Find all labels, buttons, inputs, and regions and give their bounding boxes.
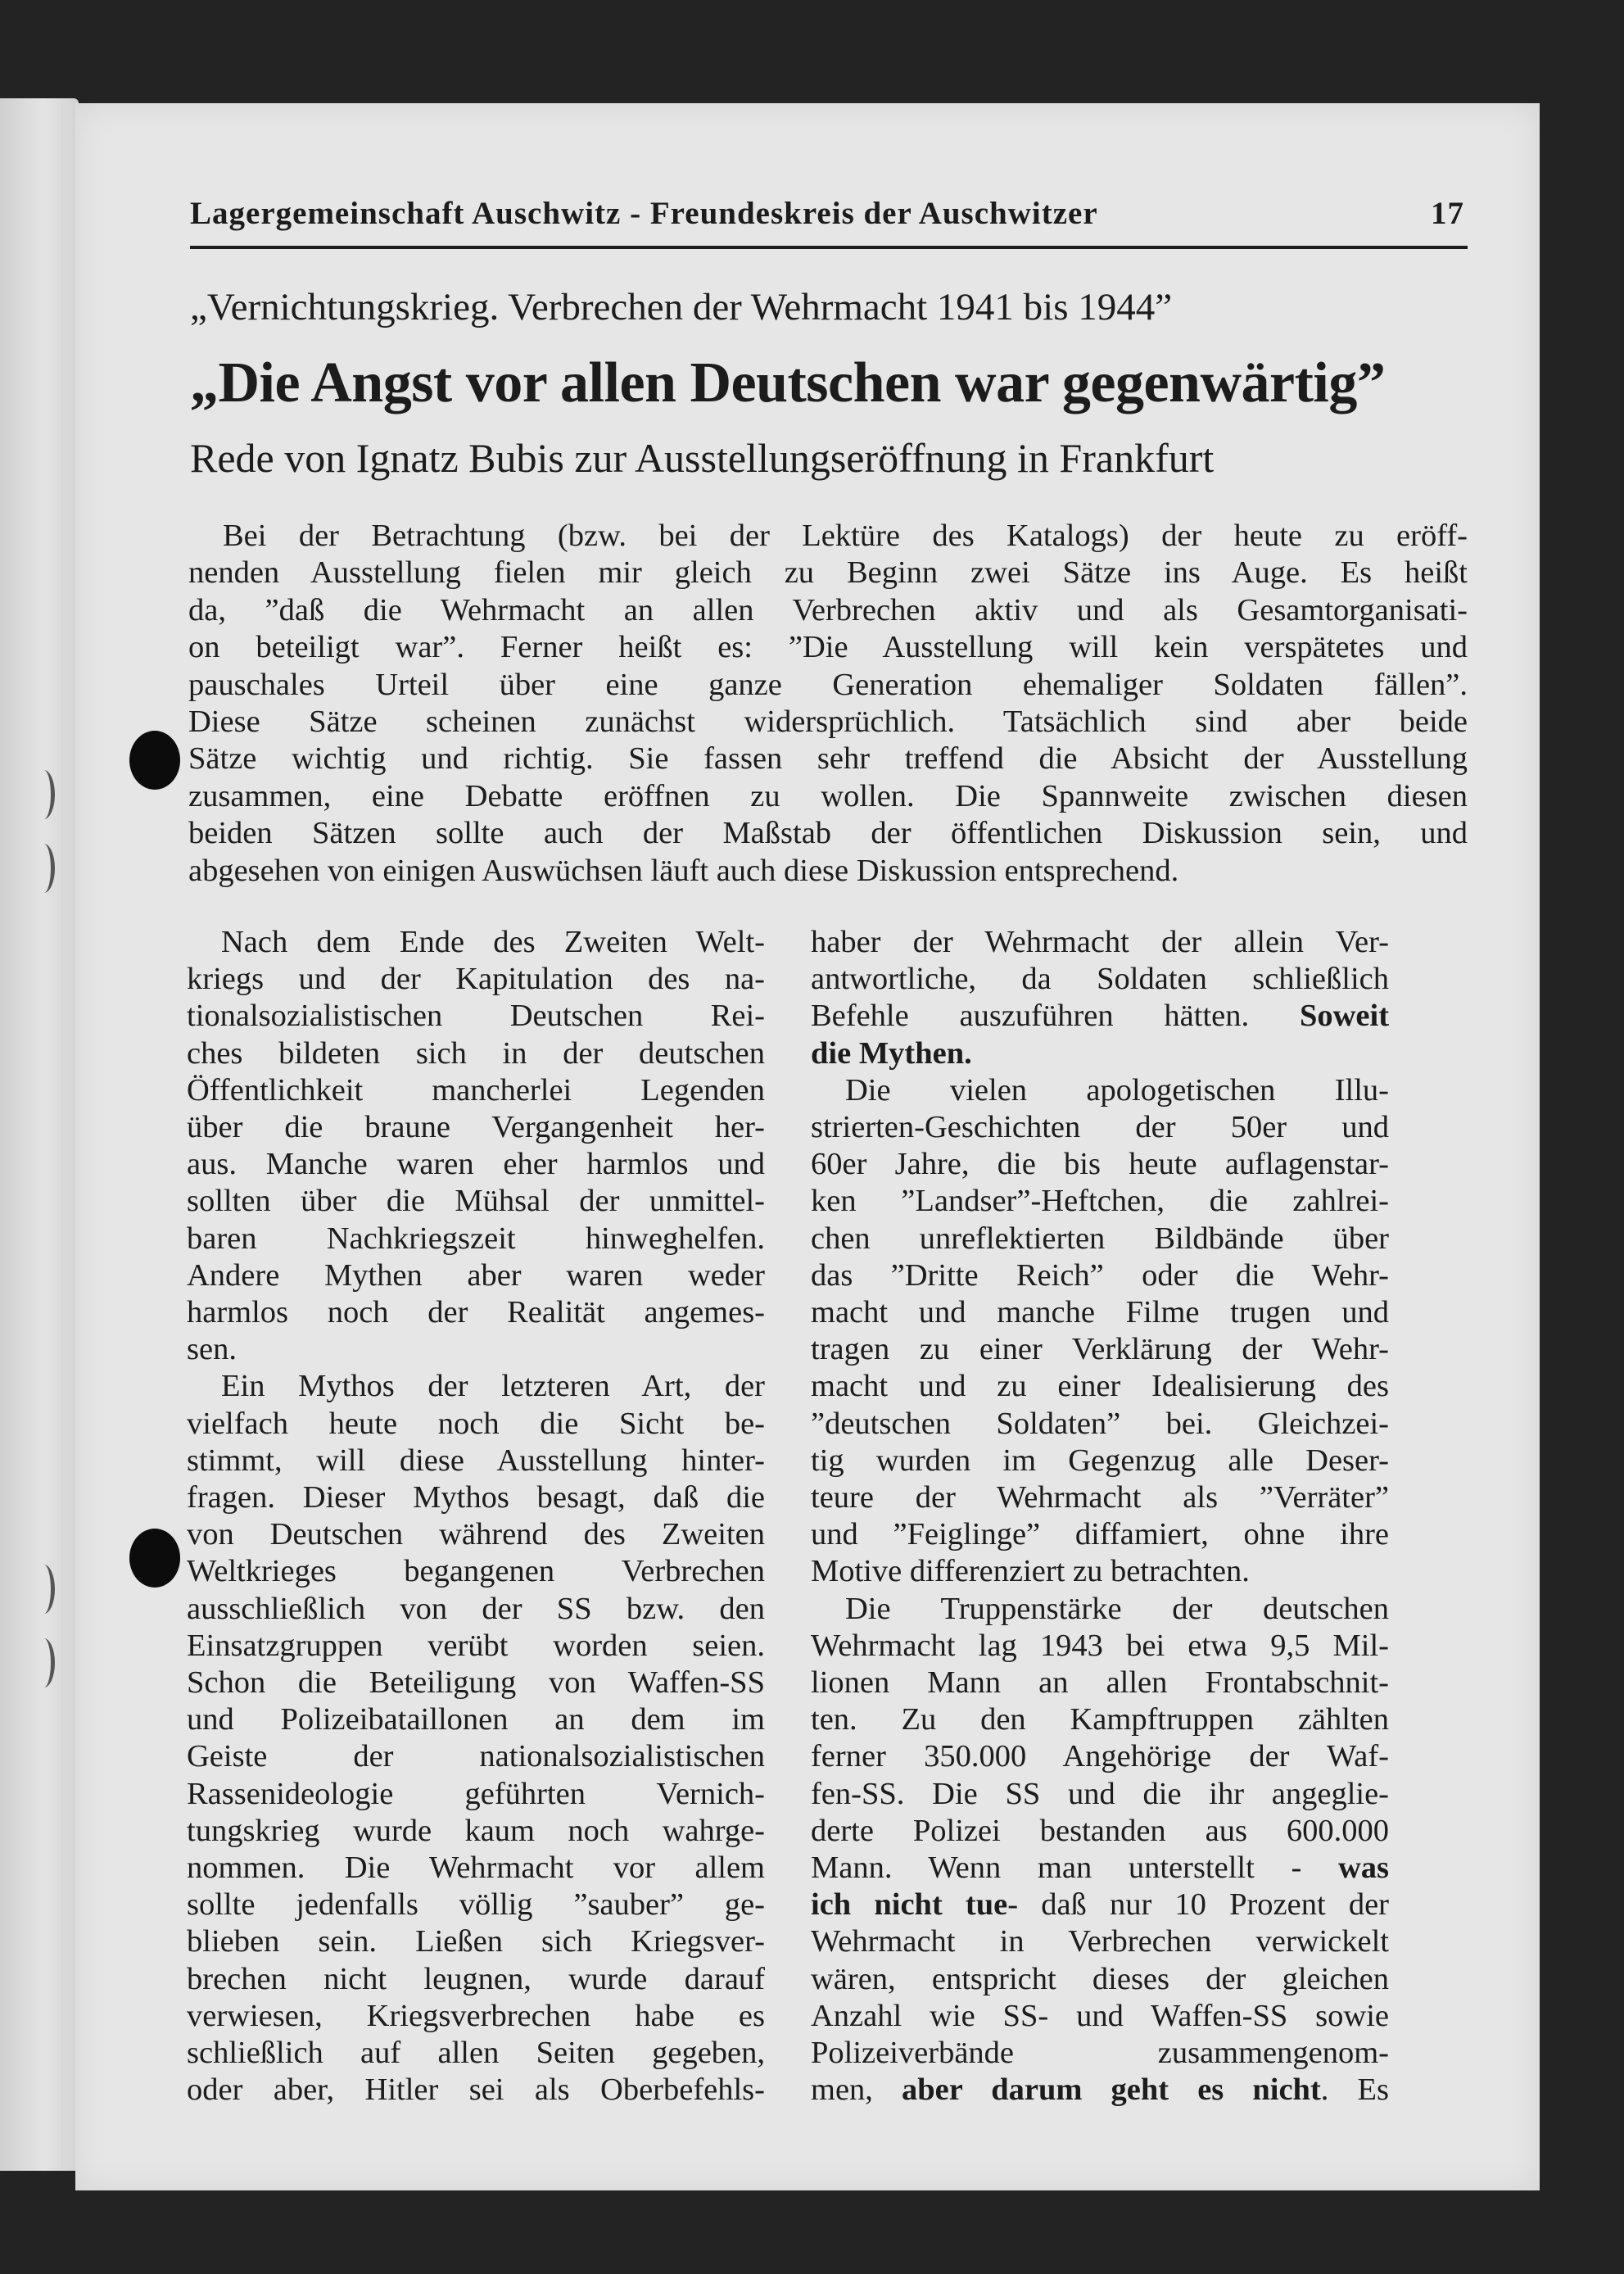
text-line: antwortliche, da Soldaten schließlich — [811, 962, 1389, 997]
text-line: derte Polizei bestanden aus 600.000 — [811, 1813, 1389, 1848]
text-line: tionalsozialistischen Deutschen Rei- — [187, 999, 765, 1034]
text-line: und Polizeibataillonen an dem im — [187, 1702, 765, 1737]
text-line: Schon die Beteiligung von Waffen-SS — [187, 1665, 765, 1701]
series-line: „Vernichtungskrieg. Verbrechen der Wehrmacht 1941 bis 1944” — [190, 286, 1173, 328]
article-title: „Die Angst vor allen Deutschen war gegenwärtig” — [190, 351, 1386, 414]
text-line: das ”Dritte Reich” oder die Wehr- — [811, 1257, 1389, 1293]
text-line: blieben sein. Ließen sich Kriegsver- — [187, 1924, 765, 1959]
text-line: harmlos noch der Realität angemes- — [187, 1295, 765, 1330]
intro-paragraph — [188, 518, 1468, 890]
text-line: Rassenideologie geführten Vernich- — [187, 1776, 765, 1811]
text-line: 60er Jahre, die bis heute auflagenstar- — [811, 1147, 1389, 1182]
text-line: on beteiligt war”. Ferner heißt es: ”Die Ausstellung will kein verspätetes und — [188, 630, 1468, 665]
text-line: Sätze wichtig und richtig. Sie fassen sehr treffend die Absicht der Ausstellung — [188, 741, 1468, 777]
text-line: baren Nachkriegszeit hinweghelfen. — [187, 1221, 765, 1256]
text-line: Einsatzgruppen verübt worden seien. — [187, 1628, 765, 1663]
text-line: Motive differenziert zu betrachten. — [811, 1554, 1250, 1589]
text-line: pauschales Urteil über eine ganze Generation ehemaliger Soldaten fällen”. — [188, 667, 1468, 702]
text-line: tig wurden im Gegenzug alle Deser- — [811, 1443, 1389, 1478]
text-line: kriegs und der Kapitulation des na- — [187, 962, 765, 997]
text-line: ten. Zu den Kampftruppen zählten — [811, 1702, 1389, 1737]
text-line: Andere Mythen aber waren weder — [187, 1257, 765, 1293]
text-line: ausschließlich von der SS bzw. den — [187, 1591, 765, 1626]
text-line: verwiesen, Kriegsverbrechen habe es — [187, 1998, 765, 2033]
text-line: zusammen, eine Debatte eröffnen zu wollen. Die Spannweite zwischen diesen — [188, 778, 1468, 813]
right-column — [811, 924, 1389, 2109]
binding-mark — [33, 1565, 55, 1614]
binding-mark — [33, 1638, 55, 1687]
text-line: haber der Wehrmacht der allein Ver- — [811, 925, 1389, 959]
bold-text: Soweit — [1299, 999, 1390, 1034]
text-line: Die vielen apologetischen Illu- — [845, 1072, 1389, 1108]
previous-page-edge — [0, 98, 79, 2171]
text-run: . Es — [1320, 2072, 1390, 2108]
text-line: Die Truppenstärke der deutschen — [845, 1591, 1389, 1626]
text-line — [811, 1850, 1389, 1887]
bold-text: die Mythen. — [811, 1035, 972, 1071]
text-run: - daß nur 10 Prozent der — [1007, 1887, 1389, 1923]
text-line: Ein Mythos der letzteren Art, der — [221, 1369, 765, 1404]
text-line: Diese Sätze scheinen zunächst widersprüchlich. Tatsächlich sind aber beide — [188, 704, 1468, 740]
bold-text: was — [1337, 1850, 1389, 1886]
bold-text: ich nicht tue — [811, 1887, 1008, 1923]
text-line: ken ”Landser”-Heftchen, die zahlrei- — [811, 1184, 1389, 1219]
text-line — [811, 2072, 1389, 2109]
text-line: vielfach heute noch die Sicht be- — [187, 1406, 765, 1441]
text-line: ferner 350.000 Angehörige der Waf- — [811, 1739, 1389, 1774]
binding-mark — [33, 770, 55, 819]
text-line: oder aber, Hitler sei als Oberbefehls- — [187, 2072, 765, 2108]
text-run: Mann. Wenn man unterstellt - — [811, 1850, 1302, 1886]
text-line: beiden Sätzen sollte auch der Maßstab der öffentlichen Diskussion sein, und — [188, 816, 1468, 851]
text-line: ches bildeten sich in der deutschen — [187, 1035, 765, 1071]
text-line: Öffentlichkeit mancherlei Legenden — [187, 1072, 765, 1108]
running-title: Lagergemeinschaft Auschwitz - Freundeskreis der Auschwitzer — [190, 196, 1098, 231]
bold-text: aber darum geht es nicht — [902, 2072, 1321, 2108]
text-line: tungskrieg wurde kaum noch wahrge- — [187, 1813, 765, 1848]
text-line: Polizeiverbände zusammengenom- — [811, 2036, 1389, 2071]
running-header — [190, 195, 1464, 232]
text-line: abgesehen von einigen Auswüchsen läuft auch diese Diskussion entsprechend. — [188, 853, 1179, 888]
text-line: fen-SS. Die SS und die ihr angeglie- — [811, 1776, 1389, 1811]
text-line: Anzahl wie SS- und Waffen-SS sowie — [811, 1998, 1389, 2033]
text-line — [811, 1887, 1389, 1923]
text-line — [811, 998, 1389, 1035]
text-line: nommen. Die Wehrmacht vor allem — [187, 1850, 765, 1886]
text-line: aus. Manche waren eher harmlos und — [187, 1147, 765, 1182]
punch-hole — [129, 1529, 180, 1588]
text-line: über die braune Vergangenheit her- — [187, 1110, 765, 1145]
text-line: macht und manche Filme trugen und — [811, 1295, 1389, 1330]
text-line: fragen. Dieser Mythos besagt, daß die — [187, 1480, 765, 1515]
text-line: stimmt, will diese Ausstellung hinter- — [187, 1443, 765, 1478]
text-line: tragen zu einer Verklärung der Wehr- — [811, 1332, 1389, 1367]
text-line: Wehrmacht lag 1943 bei etwa 9,5 Mil- — [811, 1628, 1389, 1663]
text-line: chen unreflektierten Bildbände über — [811, 1221, 1389, 1256]
text-line: teure der Wehrmacht als ”Verräter” — [811, 1480, 1389, 1515]
text-line: ”deutschen Soldaten” bei. Gleichzei- — [811, 1406, 1389, 1441]
text-line: da, ”daß die Wehrmacht an allen Verbrechen aktiv und als Gesamtorganisati- — [188, 592, 1468, 627]
text-run: men, — [811, 2072, 873, 2108]
text-line: und ”Feiglinge” diffamiert, ohne ihre — [811, 1517, 1389, 1552]
text-line: von Deutschen während des Zweiten — [187, 1517, 765, 1552]
text-line: lionen Mann an allen Frontabschnit- — [811, 1665, 1389, 1701]
text-line: wären, entspricht dieses der gleichen — [811, 1961, 1389, 1996]
text-line: Nach dem Ende des Zweiten Welt- — [221, 925, 765, 959]
article-subtitle: Rede von Ignatz Bubis zur Ausstellungseröffnung in Frankfurt — [190, 435, 1215, 481]
text-line: macht und zu einer Idealisierung des — [811, 1369, 1389, 1404]
text-line: strierten-Geschichten der 50er und — [811, 1110, 1389, 1145]
text-line: sollten über die Mühsal der unmittel- — [187, 1184, 765, 1219]
punch-hole — [129, 731, 180, 790]
binding-mark — [33, 844, 55, 893]
left-column — [187, 924, 765, 2109]
text-line: sollte jedenfalls völlig ”sauber” ge- — [187, 1887, 765, 1923]
text-line: Weltkrieges begangenen Verbrechen — [187, 1554, 765, 1589]
text-line: Bei der Betrachtung (bzw. bei der Lektüre des Katalogs) der heute zu eröff- — [223, 519, 1468, 553]
text-line: sen. — [187, 1332, 237, 1367]
header-rule — [190, 246, 1468, 249]
text-line: Geiste der nationalsozialistischen — [187, 1739, 765, 1774]
page-number: 17 — [1431, 196, 1464, 231]
text-line: Wehrmacht in Verbrechen verwickelt — [811, 1924, 1389, 1959]
text-line: brechen nicht leugnen, wurde darauf — [187, 1961, 765, 1996]
document-page — [75, 103, 1540, 2190]
text-line: nenden Ausstellung fielen mir gleich zu Beginn zwei Sätze ins Auge. Es heißt — [188, 555, 1468, 591]
text-run: Befehle auszuführen hätten. — [811, 999, 1250, 1034]
text-line: schließlich auf allen Seiten gegeben, — [187, 2036, 765, 2071]
